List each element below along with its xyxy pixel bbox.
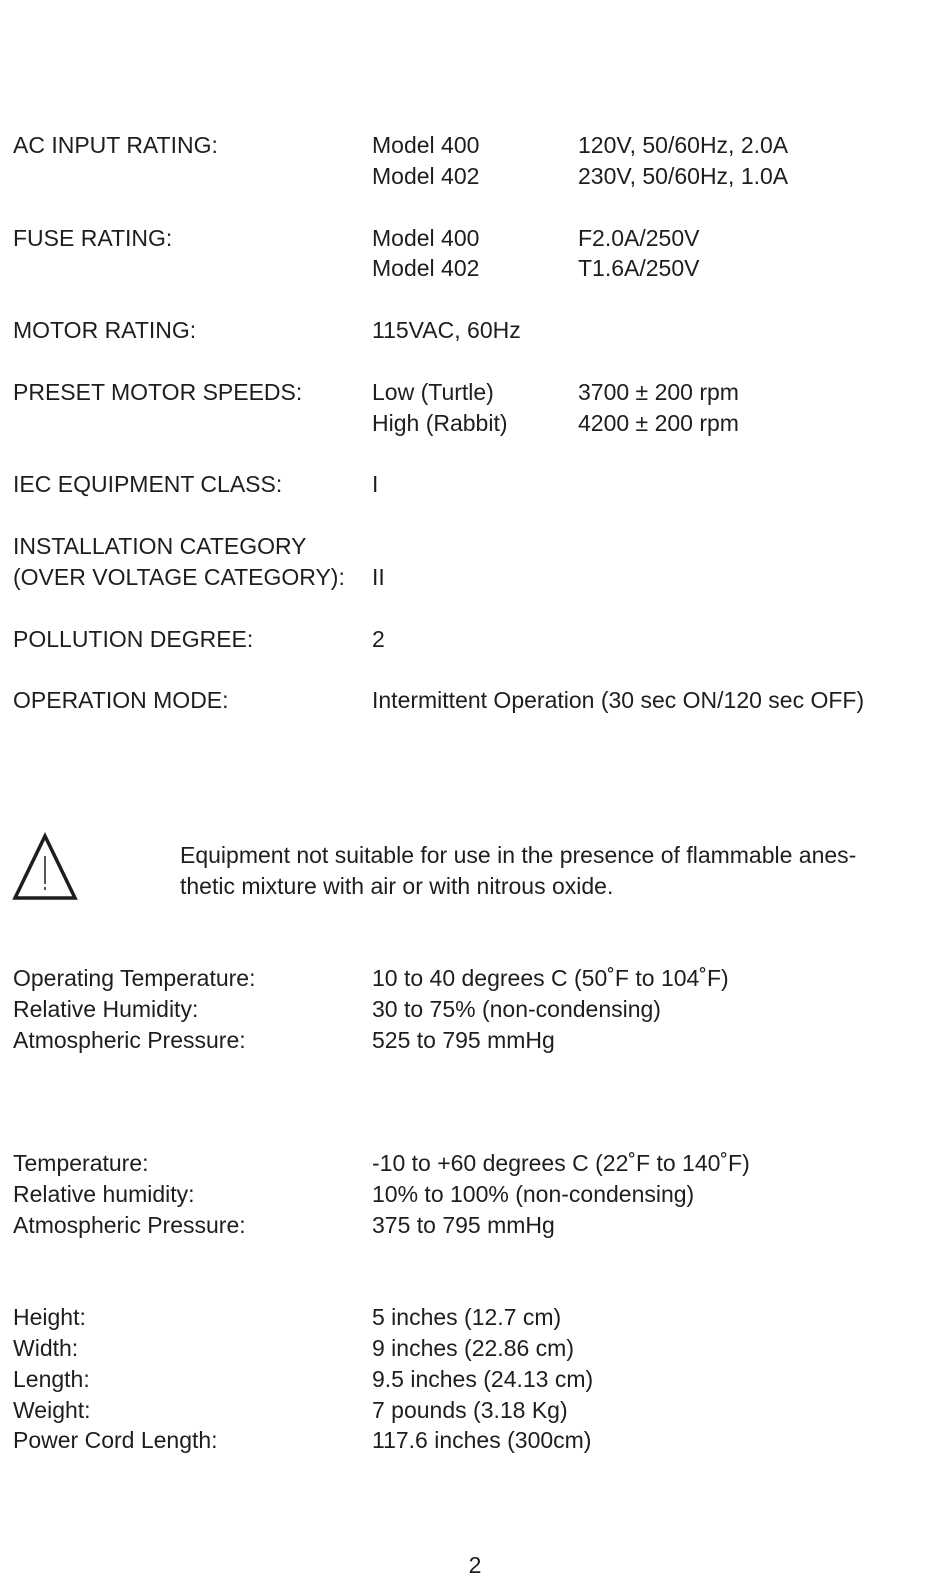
fuse-label: FUSE RATING: (13, 225, 173, 251)
pollution-degree-label: POLLUTION DEGREE: (13, 626, 254, 652)
storage-temperature-value: -10 to +60 degrees C (22˚F to 140˚F) (372, 1150, 750, 1176)
iec-class-value: I (372, 471, 379, 497)
fuse-model-400: Model 400 (372, 225, 480, 251)
motor-rating-label: MOTOR RATING: (13, 317, 197, 343)
warning-line-2: thetic mixture with air or with nitrous oxide. (180, 873, 614, 899)
weight-value: 7 pounds (3.18 Kg) (372, 1397, 568, 1423)
storage-pressure-label: Atmospheric Pressure: (13, 1212, 246, 1238)
warning-text (180, 840, 940, 902)
length-value: 9.5 inches (24.13 cm) (372, 1366, 594, 1392)
operating-temperature-value: 10 to 40 degrees C (50˚F to 104˚F) (372, 965, 729, 991)
operating-pressure-label: Atmospheric Pressure: (13, 1027, 246, 1053)
ac-input-model-400: Model 400 (372, 132, 480, 158)
operating-humidity-value: 30 to 75% (non-condensing) (372, 996, 661, 1022)
operation-mode-label: OPERATION MODE: (13, 687, 229, 713)
weight-label: Weight: (13, 1397, 91, 1423)
power-cord-length-label: Power Cord Length: (13, 1427, 218, 1453)
storage-humidity-value: 10% to 100% (non-condensing) (372, 1181, 695, 1207)
speed-low-setting: Low (Turtle) (372, 379, 494, 405)
operating-humidity-label: Relative Humidity: (13, 996, 199, 1022)
length-label: Length: (13, 1366, 90, 1392)
width-label: Width: (13, 1335, 79, 1361)
storage-pressure-value: 375 to 795 mmHg (372, 1212, 555, 1238)
storage-temperature-label: Temperature: (13, 1150, 149, 1176)
installation-category-value: II (372, 564, 385, 590)
page-number: 2 (468, 1552, 482, 1578)
operating-temperature-label: Operating Temperature: (13, 965, 256, 991)
fuse-value-400: F2.0A/250V (578, 225, 700, 251)
speed-high-value: 4200 ± 200 rpm (578, 410, 739, 436)
ac-input-model-402: Model 402 (372, 163, 480, 189)
height-value: 5 inches (12.7 cm) (372, 1304, 562, 1330)
width-value: 9 inches (22.86 cm) (372, 1335, 574, 1361)
fuse-value-402: T1.6A/250V (578, 255, 700, 281)
operating-pressure-value: 525 to 795 mmHg (372, 1027, 555, 1053)
motor-speeds-label: PRESET MOTOR SPEEDS: (13, 379, 303, 405)
motor-rating-value: 115VAC, 60Hz (372, 317, 521, 343)
pollution-degree-value: 2 (372, 626, 385, 652)
ac-input-value-400: 120V, 50/60Hz, 2.0A (578, 132, 789, 158)
operation-mode-value: Intermittent Operation (30 sec ON/120 sec OFF) (372, 687, 865, 713)
storage-humidity-label: Relative humidity: (13, 1181, 195, 1207)
installation-category-label: INSTALLATION CATEGORY (13, 533, 307, 559)
fuse-model-402: Model 402 (372, 255, 480, 281)
speed-high-setting: High (Rabbit) (372, 410, 508, 436)
overvoltage-category-label: (OVER VOLTAGE CATEGORY): (13, 564, 345, 590)
iec-class-label: IEC EQUIPMENT CLASS: (13, 471, 283, 497)
ac-input-label: AC INPUT RATING: (13, 132, 218, 158)
ac-input-value-402: 230V, 50/60Hz, 1.0A (578, 163, 789, 189)
speed-low-value: 3700 ± 200 rpm (578, 379, 739, 405)
power-cord-length-value: 117.6 inches (300cm) (372, 1427, 592, 1453)
warning-triangle-icon (12, 832, 78, 902)
height-label: Height: (13, 1304, 86, 1330)
warning-line-1: Equipment not suitable for use in the presence of flammable anes- (180, 842, 857, 868)
